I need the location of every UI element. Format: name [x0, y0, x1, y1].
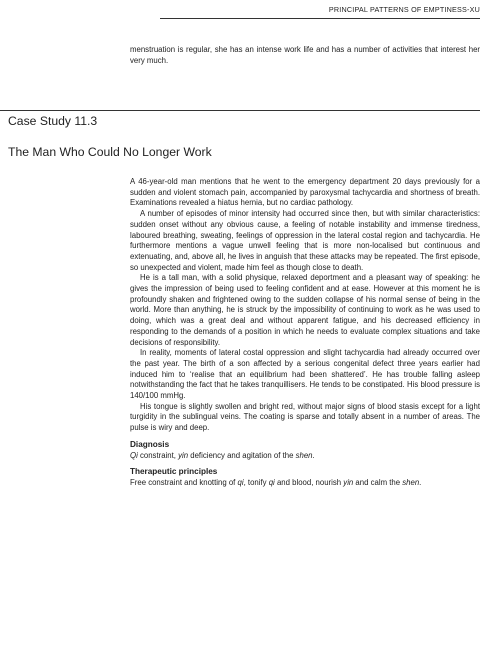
text-run: , tonify: [243, 477, 269, 487]
term-shen: shen: [402, 477, 420, 487]
term-yin: yin: [343, 477, 354, 487]
intro-paragraph: menstruation is regular, she has an intense work life and has a number of activities that interest her very much.: [130, 45, 480, 65]
therapeutic-section: [130, 467, 480, 488]
case-study-rule: [0, 110, 480, 111]
text-run: Free constraint and knotting of: [130, 477, 238, 487]
term-yin: yin: [178, 450, 189, 460]
term-qi: Qi: [130, 450, 138, 460]
paragraph-5: His tongue is slightly swollen and bright red, without major signs of blood stasis except for a light turgidity in the sublingual veins. The coating is sparse and totally absent in a number of areas. The pulse is wiry and deep.: [130, 401, 480, 433]
running-head: PRINCIPAL PATTERNS OF EMPTINESS-XU: [328, 5, 480, 14]
text-run: and calm the: [353, 477, 403, 487]
case-study-body: [130, 177, 480, 489]
paragraph-4: In reality, moments of lateral costal oppression and slight tachycardia had already occurred over the past year. The birth of a son affected by a serious congenital defect three years earlier had induced him to ‘realise that an equilibrium had been shattered’. He has trouble falling asleep notwithstanding the fact that he takes tranquillisers. He tends to be constipated. His blood pressure is 140/100 mmHg.: [130, 348, 480, 401]
paragraph-2: A number of episodes of minor intensity had occurred since then, but with similar characteristics: sudden onset without any obvious cause, a feeling of notable instability and immense tiredness, laboured breathing, sweating, feelings of oppression in the lateral costal region and tachycardia. He furthermore mentions a vague unwell feeling that is more non-localised but continuous and extenuating, and, above all, he lives in anguish that these attacks may be repeated. The first episode, so unexpected and violent, made him feel as though close to death.: [130, 209, 480, 272]
header-rule: [160, 18, 480, 19]
diagnosis-section: [130, 440, 480, 461]
text-run: constraint,: [137, 450, 179, 460]
intro-text: [130, 45, 480, 66]
case-study-label: Case Study 11.3: [8, 114, 98, 128]
term-shen: shen: [295, 450, 313, 460]
diagnosis-heading: Diagnosis: [130, 439, 170, 449]
diagnosis-text: [130, 451, 480, 462]
text-run: .: [419, 477, 422, 487]
term-qi: qi: [237, 477, 244, 487]
therapeutic-heading: Therapeutic principles: [130, 467, 218, 477]
therapeutic-text: [130, 478, 480, 489]
paragraph-3: He is a tall man, with a solid physique, relaxed deportment and a pleasant way of speaking: he gives the impression of being used to feeling confident and at ease. However at this moment he is profoundly shaken and frightened owing to the sudden collapse of his normal sense of being in the world. More than anything, he is struck by the impossibility of continuing to work as he was used to doing, which was a great deal and without apparent fatigue, and his decreased efficiency in responding to the demands of a position in which he needs to evaluate complex situations and take decisions of responsibility.: [130, 273, 480, 347]
term-qi: qi: [268, 477, 275, 487]
text-run: deficiency and agitation of the: [188, 450, 296, 460]
text-run: and blood, nourish: [274, 477, 344, 487]
text-run: .: [312, 450, 315, 460]
case-study-title: The Man Who Could No Longer Work: [8, 145, 212, 159]
paragraph-1: A 46-year-old man mentions that he went to the emergency department 20 days previously for a sudden and violent stomach pain, accompanied by paroxysmal tachycardia and shortness of breath. Examinations revealed a hiatus hernia, but no cardiac pathology.: [130, 177, 480, 208]
